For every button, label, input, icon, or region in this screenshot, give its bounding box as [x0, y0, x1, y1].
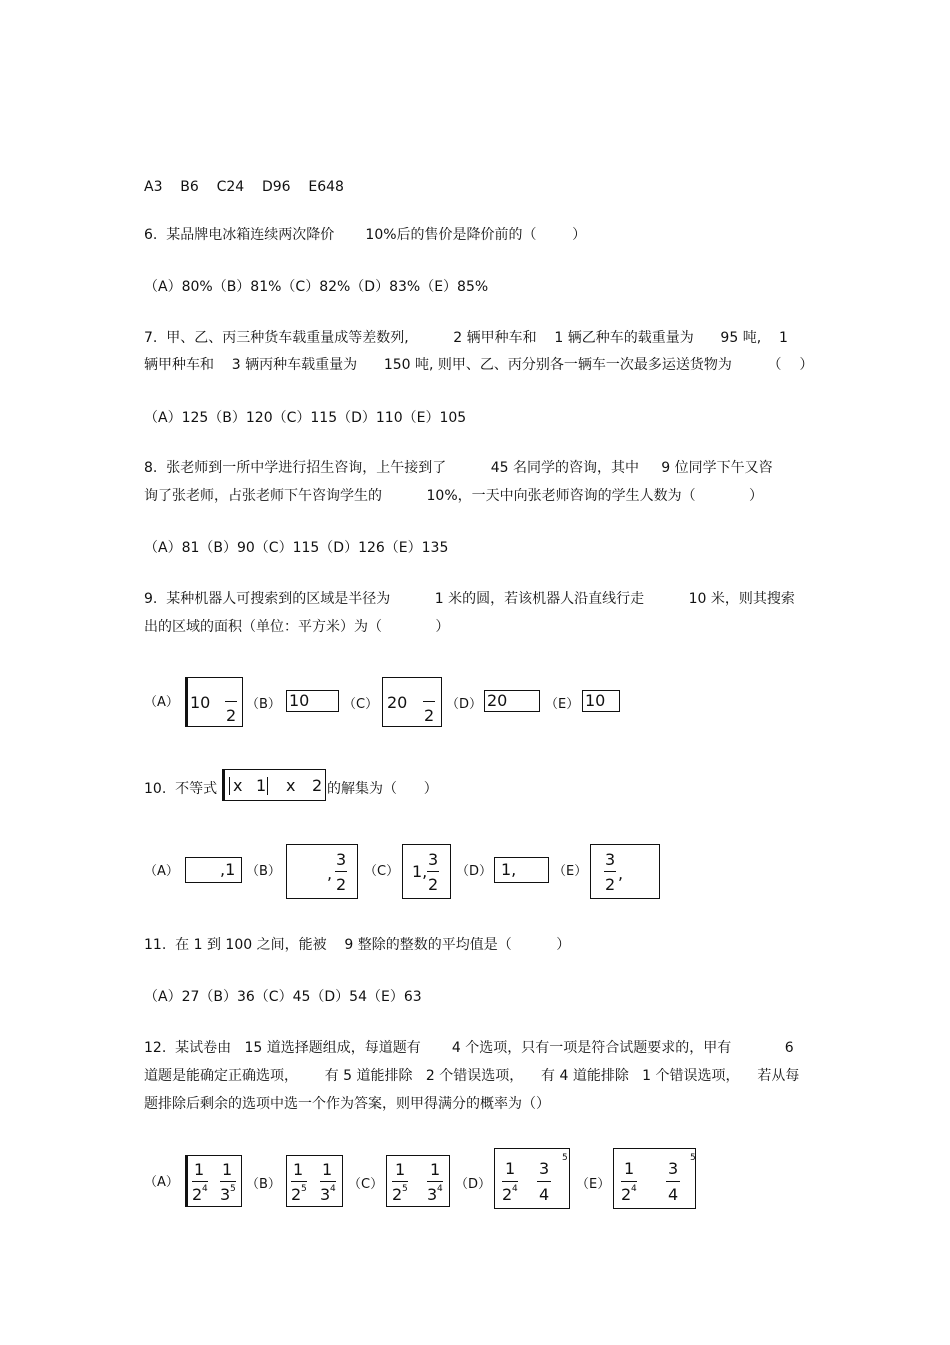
q12-a-den2: 3	[220, 1185, 231, 1204]
q12-a-num1: 1	[194, 1160, 205, 1179]
q10-formula-e	[590, 844, 660, 899]
q12-c-num1: 1	[395, 1160, 406, 1179]
q7-options: （A）125（B）120（C）115（D）110（E）105	[144, 410, 467, 426]
q12-formula-c	[386, 1155, 450, 1207]
q12-c-bar1	[392, 1181, 408, 1182]
prev-answer-list: A3 B6 C24 D96 E648	[144, 179, 344, 195]
q10-abs-left-bar	[229, 777, 230, 795]
q10-ineq-two: 2	[312, 776, 323, 795]
q12-stem-line2: 道题是能确定正确选项， 有 5 道能排除 2 个错误选项， 有 4 道能排除 1 个错误选项， 若从每	[144, 1068, 800, 1084]
q12-c-num2: 1	[430, 1160, 441, 1179]
q6-stem: 6. 某品牌电冰箱连续两次降价 10%后的售价是降价前的（ ）	[144, 227, 587, 243]
q10-c-num: 3	[428, 850, 439, 869]
q9-c-num: 20	[387, 693, 408, 712]
q12-formula-e	[613, 1148, 696, 1209]
q12-a-den1: 2	[192, 1185, 203, 1204]
q10-inequality	[222, 769, 326, 801]
q10-e-den: 2	[605, 875, 616, 894]
q12-a-exp1: 4	[202, 1184, 208, 1194]
q12-d-bar2	[537, 1181, 551, 1182]
q12-e-outer-exp: 5	[690, 1153, 696, 1163]
q12-c-exp1: 5	[402, 1184, 408, 1194]
q10-b-fraction-bar	[335, 871, 347, 872]
q12-a-bar2	[220, 1181, 236, 1182]
q12-a-exp2: 5	[230, 1184, 236, 1194]
q12-c-den1: 2	[392, 1185, 403, 1204]
q9-a-num: 10	[190, 693, 211, 712]
q9-formula-e	[582, 690, 620, 712]
q12-e-den1: 2	[621, 1185, 632, 1204]
q12-c-bar2	[427, 1181, 443, 1182]
q12-label-a: （A）	[144, 1175, 179, 1190]
q12-stem-line1: 12. 某试卷由 15 道选择题组成，每道题有 4 个选项，只有一项是符合试题要求的，甲有 6	[144, 1040, 794, 1056]
q12-label-c: （C）	[348, 1177, 384, 1192]
q9-b-val: 10	[289, 691, 310, 710]
q9-formula-b	[286, 690, 339, 712]
q10-label-e: （E）	[553, 864, 588, 879]
q12-formula-b	[286, 1155, 343, 1207]
q10-abs-right-bar	[267, 777, 268, 795]
q9-formula-d	[484, 690, 540, 712]
q12-formula-d	[494, 1148, 570, 1209]
q10-c-den: 2	[428, 875, 439, 894]
q9-label-e: （E）	[545, 697, 580, 712]
q12-a-bar1	[192, 1181, 208, 1182]
q12-d-bar1	[502, 1181, 518, 1182]
q9-label-d: （D）	[446, 697, 483, 712]
q12-b-den1: 2	[291, 1185, 302, 1204]
q12-b-num2: 1	[322, 1160, 333, 1179]
q10-e-fraction-bar	[604, 871, 616, 872]
q12-d-exp1: 4	[512, 1184, 518, 1194]
q12-c-den2: 3	[427, 1185, 438, 1204]
q10-e-comma: ,	[618, 864, 624, 883]
q10-c-fraction-bar	[427, 871, 439, 872]
q10-ineq-x1: x	[233, 776, 243, 795]
q12-d-num1: 1	[505, 1159, 516, 1178]
q12-b-num1: 1	[293, 1160, 304, 1179]
q10-label-b: （B）	[246, 864, 281, 879]
q12-d-den1: 2	[502, 1185, 513, 1204]
q12-c-exp2: 4	[437, 1184, 443, 1194]
q10-b-comma: ,	[327, 864, 333, 883]
q8-options: （A）81（B）90（C）115（D）126（E）135	[144, 540, 449, 556]
q9-a-fraction-bar	[225, 701, 237, 702]
q12-e-bar1	[621, 1181, 637, 1182]
q10-label-a: （A）	[144, 864, 179, 879]
q10-stem-suffix: 的解集为（ ）	[327, 781, 438, 797]
q10-stem-prefix: 10. 不等式	[144, 781, 218, 797]
q9-formula-a	[185, 677, 243, 727]
q12-e-num1: 1	[624, 1159, 635, 1178]
q10-e-num: 3	[605, 850, 616, 869]
q9-stem-line2: 出的区域的面积（单位：平方米）为（ ）	[144, 619, 450, 635]
q9-label-a: （A）	[144, 695, 179, 710]
q6-options: （A）80%（B）81%（C）82%（D）83%（E）85%	[144, 279, 489, 295]
q12-e-bar2	[666, 1181, 680, 1182]
q12-e-exp1: 4	[631, 1184, 637, 1194]
q10-label-d: （D）	[456, 864, 493, 879]
q10-formula-c	[402, 844, 451, 899]
q12-a-num2: 1	[222, 1160, 233, 1179]
q9-d-val: 20	[487, 691, 508, 710]
q12-formula-a	[185, 1155, 242, 1207]
q7-stem-line1: 7. 甲、乙、丙三种货车载重量成等差数列, 2 辆甲种车和 1 辆乙种车的载重量为 95 吨, 1	[144, 330, 788, 346]
q9-c-fraction-bar	[423, 701, 435, 702]
q12-e-den2: 4	[668, 1185, 679, 1204]
q10-formula-b	[286, 844, 358, 899]
q10-b-num: 3	[336, 850, 347, 869]
q12-stem-line3: 题排除后剩余的选项中选一个作为答案，则甲得满分的概率为（）	[144, 1096, 550, 1112]
q10-d-val: 1,	[501, 860, 517, 879]
q10-formula-a	[185, 857, 242, 883]
q12-e-num2: 3	[668, 1159, 679, 1178]
q10-label-c: （C）	[364, 864, 400, 879]
q10-b-den: 2	[336, 875, 347, 894]
q12-b-exp1: 5	[301, 1184, 307, 1194]
q12-b-bar2	[320, 1181, 336, 1182]
q12-d-den2: 4	[539, 1185, 550, 1204]
q10-a-val: ,1	[220, 860, 236, 879]
q8-stem-line2: 询了张老师，占张老师下午咨询学生的 10%，一天中向张老师咨询的学生人数为（ ）	[144, 488, 764, 504]
q8-stem-line1: 8. 张老师到一所中学进行招生咨询，上午接到了 45 名同学的咨询，其中 9 位同学下午又咨	[144, 460, 773, 476]
q7-stem-line2: 辆甲种车和 3 辆丙种车载重量为 150 吨, 则甲、乙、丙分别各一辆车一次最多运送货物为 （ ）	[144, 357, 814, 373]
q12-d-outer-exp: 5	[562, 1153, 568, 1163]
q11-options: （A）27（B）36（C）45（D）54（E）63	[144, 989, 422, 1005]
q10-c-pre: 1,	[412, 862, 428, 881]
q12-label-b: （B）	[246, 1177, 281, 1192]
q12-label-d: （D）	[455, 1177, 492, 1192]
q9-formula-c	[382, 677, 442, 727]
q9-e-val: 10	[585, 691, 606, 710]
q10-formula-d	[494, 857, 549, 883]
q12-b-exp2: 4	[330, 1184, 336, 1194]
q9-c-den: 2	[424, 706, 435, 725]
q11-stem: 11. 在 1 到 100 之间，能被 9 整除的整数的平均值是（ ）	[144, 937, 571, 953]
q12-label-e: （E）	[576, 1177, 611, 1192]
q9-stem-line1: 9. 某种机器人可搜索到的区域是半径为 1 米的圆，若该机器人沿直线行走 10 米，则其搜索	[144, 591, 795, 607]
q10-ineq-x2: x	[286, 776, 296, 795]
q12-b-bar1	[291, 1181, 307, 1182]
q9-a-den: 2	[226, 706, 237, 725]
q10-ineq-one: 1	[256, 776, 267, 795]
q9-label-c: （C）	[343, 697, 379, 712]
q12-d-num2: 3	[539, 1159, 550, 1178]
q12-b-den2: 3	[320, 1185, 331, 1204]
q9-label-b: （B）	[246, 697, 281, 712]
